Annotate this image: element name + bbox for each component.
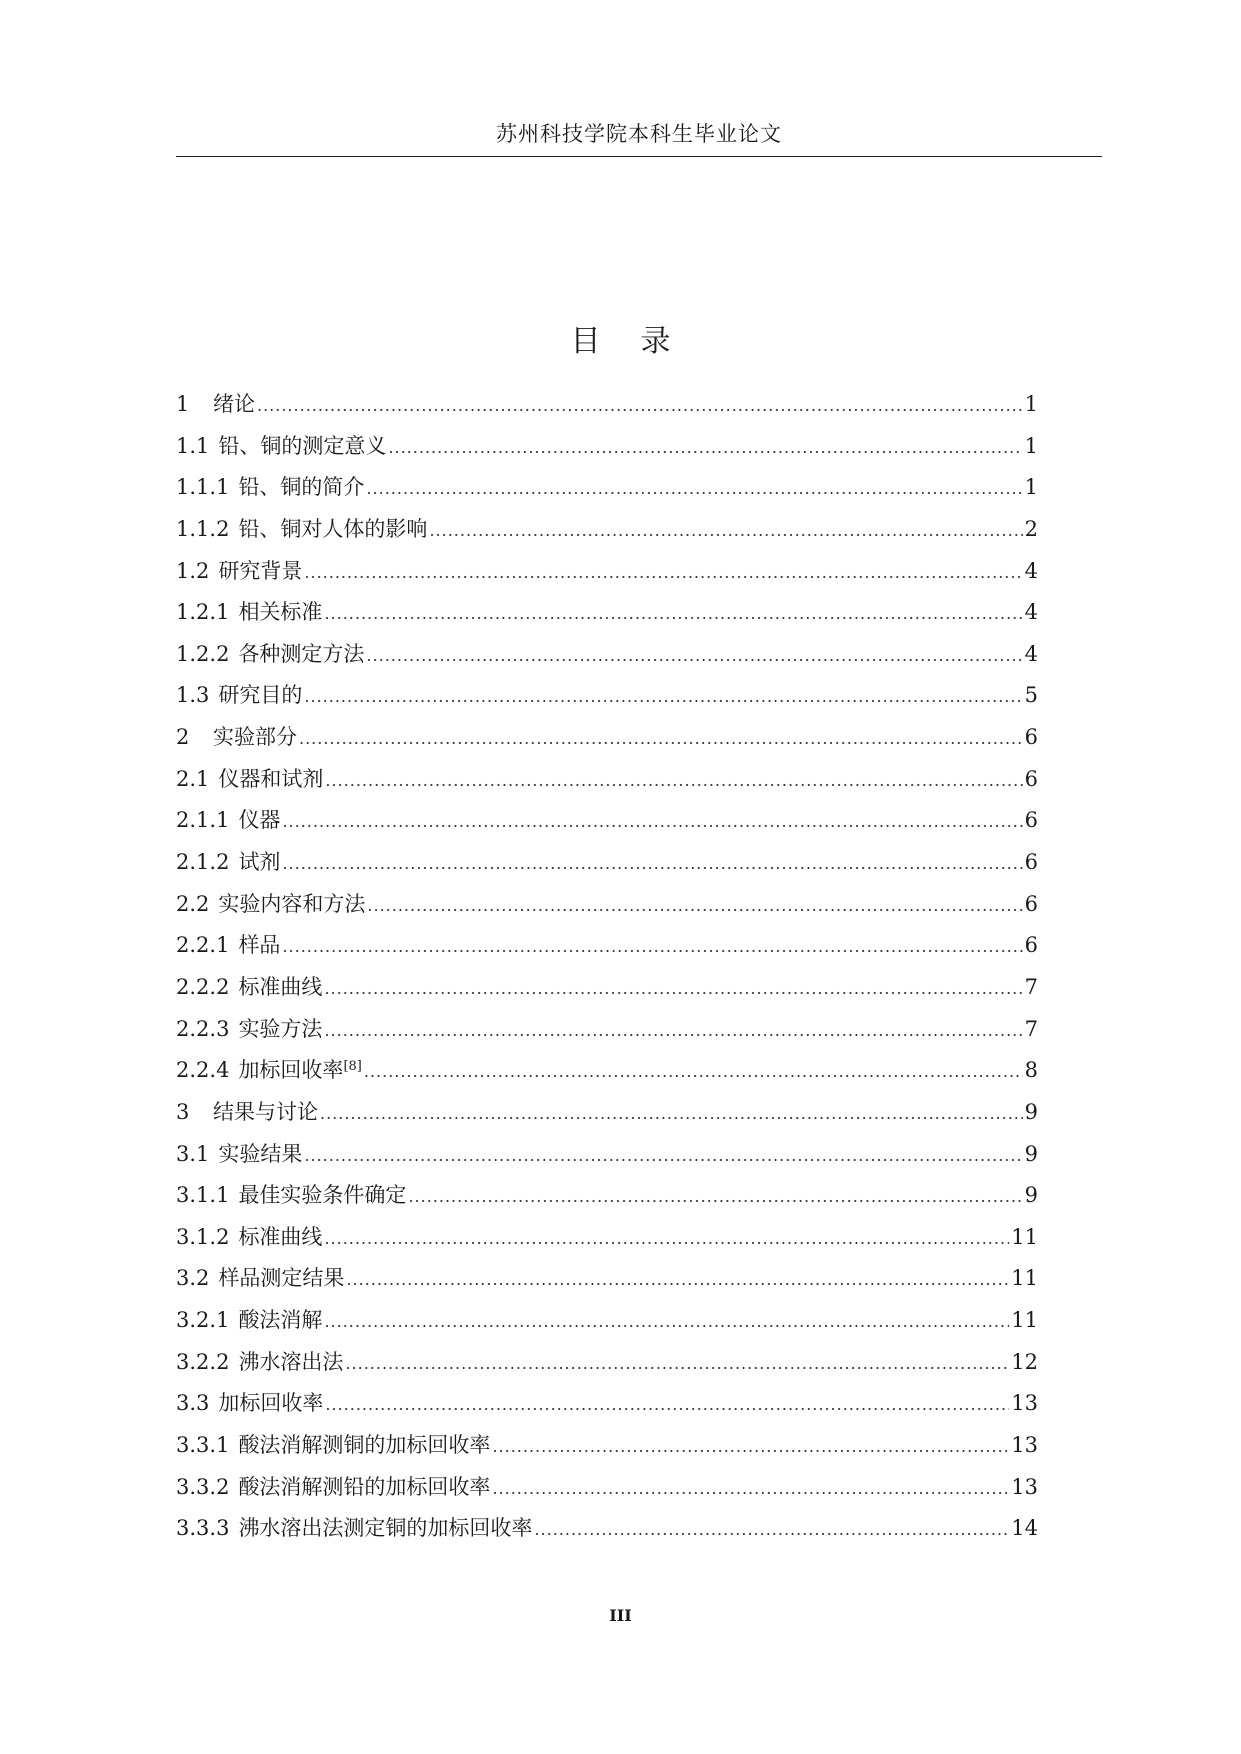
toc-heading	[0, 316, 1241, 360]
toc-entry-page: 11	[1011, 1308, 1038, 1333]
toc-entry[interactable]	[176, 555, 1038, 597]
toc-entry-number: 1.1	[176, 433, 210, 458]
toc-entry-page: 6	[1024, 808, 1038, 833]
toc-entry-page: 9	[1024, 1183, 1038, 1208]
toc-entry[interactable]	[176, 596, 1038, 638]
dot-leader	[257, 396, 1023, 415]
toc-entry-number: 2.2.4	[176, 1058, 230, 1083]
toc-entry[interactable]	[176, 971, 1038, 1013]
dot-leader	[492, 1437, 1009, 1456]
toc-entry[interactable]	[176, 721, 1038, 763]
toc-entry-page: 2	[1024, 516, 1038, 541]
toc-entry-number: 1	[176, 392, 190, 416]
toc-entry-number: 3	[176, 1099, 190, 1124]
toc-entry-title-text: 沸水溶出法测定铜的加标回收率	[238, 1516, 533, 1541]
toc-entry[interactable]	[176, 513, 1038, 555]
toc-entry[interactable]	[176, 1346, 1038, 1388]
toc-entry-number: 3.3	[176, 1391, 210, 1416]
toc-entry-page: 11	[1011, 1266, 1038, 1291]
toc-entry-page: 6	[1024, 766, 1038, 791]
toc-entry-number: 1.3	[176, 683, 210, 708]
toc-entry-title-text: 铅、铜对人体的影响	[238, 516, 428, 541]
toc-entry-title-text: 酸法消解测铅的加标回收率	[238, 1474, 491, 1499]
toc-entry-title	[238, 1013, 322, 1043]
dot-leader	[345, 1354, 1009, 1373]
toc-entry[interactable]	[176, 679, 1038, 721]
toc-entry-number: 2.1.2	[176, 850, 230, 875]
toc-entry-number: 3.1.2	[176, 1224, 230, 1249]
toc-entry-title	[218, 1387, 323, 1417]
toc-entry-title-text: 加标回收率	[238, 1058, 344, 1083]
toc-entry-number: 2.1.1	[176, 808, 230, 833]
dot-leader	[282, 812, 1022, 831]
toc-entry-title	[218, 679, 302, 709]
toc-entry-title-text: 仪器和试剂	[218, 766, 324, 791]
toc-entry-number: 1.1.1	[176, 475, 230, 500]
toc-entry-title	[238, 1429, 490, 1459]
toc-heading-char-1: 目	[570, 324, 601, 359]
toc-entry[interactable]	[176, 763, 1038, 805]
toc-entry-title-text: 仪器	[238, 808, 281, 833]
toc-entry-title	[238, 513, 427, 543]
toc-entry-title-text: 实验方法	[238, 1016, 323, 1041]
dot-leader	[367, 896, 1022, 915]
toc-entry-page: 9	[1024, 1099, 1038, 1124]
dot-leader	[324, 1021, 1022, 1040]
toc-entry-title-text: 样品	[238, 933, 281, 958]
toc-entry-page: 4	[1024, 600, 1038, 625]
toc-entry-number: 3.2.2	[176, 1349, 230, 1374]
toc-entry-page: 4	[1024, 641, 1038, 666]
toc-entry-page: 12	[1011, 1349, 1038, 1374]
toc-entry-title-text: 沸水溶出法	[238, 1349, 344, 1374]
toc-entry[interactable]	[176, 1471, 1038, 1513]
toc-entry[interactable]	[176, 1512, 1038, 1554]
toc-entry-title-text: 铅、铜的测定意义	[218, 433, 387, 458]
toc-entry-page: 14	[1011, 1516, 1038, 1541]
toc-entry-title	[213, 721, 297, 751]
toc-entry-title	[238, 1054, 361, 1084]
toc-entry-number: 3.2.1	[176, 1308, 230, 1333]
toc-entry-title	[218, 555, 302, 585]
toc-entry[interactable]	[176, 846, 1038, 888]
toc-entry-title	[213, 388, 255, 418]
toc-entry-number: 2.2.2	[176, 974, 230, 999]
toc-entry-number: 1.2.1	[176, 600, 230, 625]
toc-entry-page: 1	[1024, 433, 1038, 458]
toc-entry-title-text: 加标回收率	[218, 1391, 324, 1416]
dot-leader	[492, 1479, 1009, 1498]
toc-entry-title	[238, 596, 322, 626]
toc-entry-title-text: 最佳实验条件确定	[238, 1183, 407, 1208]
toc-entry-title	[218, 763, 323, 793]
toc-entry-title	[238, 471, 364, 501]
toc-entry-number: 3.3.3	[176, 1516, 230, 1541]
toc-entry-page: 4	[1024, 558, 1038, 583]
toc-entry-title	[238, 638, 364, 668]
toc-entry-page: 11	[1011, 1224, 1038, 1249]
toc-entry-page: 6	[1024, 933, 1038, 958]
toc-entry-page: 8	[1024, 1058, 1038, 1083]
toc-entry-title-text: 绪论	[213, 392, 255, 416]
dot-leader	[366, 479, 1022, 498]
dot-leader	[364, 1062, 1023, 1081]
toc-heading-char-2: 录	[640, 324, 671, 359]
dot-leader	[324, 979, 1022, 998]
toc-entry-title	[238, 1346, 343, 1376]
toc-entry-page: 1	[1024, 392, 1038, 416]
dot-leader	[346, 1270, 1009, 1289]
toc-entry-page: 7	[1024, 1016, 1038, 1041]
toc-entry-number: 2.2.1	[176, 933, 230, 958]
toc-entry-title-text: 研究目的	[218, 683, 303, 708]
dot-leader	[324, 604, 1022, 623]
toc-entry-page: 6	[1024, 850, 1038, 875]
toc-entry-title	[238, 1471, 490, 1501]
toc-entry-number: 3.1	[176, 1141, 210, 1166]
dot-leader	[304, 687, 1022, 706]
toc-entry-title	[238, 804, 280, 834]
dot-leader	[304, 563, 1022, 582]
toc-entry[interactable]	[176, 1429, 1038, 1471]
running-header: 苏州科技学院本科生毕业论文	[496, 122, 782, 146]
toc-entry-number: 3.1.1	[176, 1183, 230, 1208]
toc-entry-title-text: 酸法消解	[238, 1308, 323, 1333]
dot-leader	[429, 521, 1022, 540]
toc-entry-title-text: 实验结果	[218, 1141, 303, 1166]
toc-entry[interactable]	[176, 1221, 1038, 1263]
toc-entry[interactable]	[176, 1096, 1038, 1138]
toc-entry-page: 1	[1024, 475, 1038, 500]
toc-entry-number: 3.3.2	[176, 1474, 230, 1499]
toc-entry-number: 1.2.2	[176, 641, 230, 666]
toc-entry-title	[218, 888, 365, 918]
toc-entry-number: 2	[176, 725, 190, 750]
dot-leader	[282, 937, 1022, 956]
toc-entry-title	[238, 1179, 406, 1209]
dot-leader	[325, 771, 1022, 790]
toc-entry-page: 9	[1024, 1141, 1038, 1166]
toc-entry[interactable]	[176, 804, 1038, 846]
toc-entry[interactable]	[176, 430, 1038, 472]
toc-entry-page: 6	[1024, 891, 1038, 916]
toc-entry-page: 5	[1024, 683, 1038, 708]
toc-entry[interactable]	[176, 1013, 1038, 1055]
toc-entry-number: 2.1	[176, 766, 210, 791]
toc-entry[interactable]	[176, 929, 1038, 971]
toc-entry-title	[238, 1512, 532, 1542]
dot-leader	[325, 1395, 1009, 1414]
toc-entry-number: 3.3.1	[176, 1433, 230, 1458]
header-divider	[176, 156, 1102, 157]
toc-entry[interactable]	[176, 1054, 1038, 1096]
toc-entry-title-text: 样品测定结果	[218, 1266, 345, 1291]
toc-entry[interactable]	[176, 1179, 1038, 1221]
dot-leader	[299, 729, 1023, 748]
toc-entry-number: 1.1.2	[176, 516, 230, 541]
toc-entry-title-text: 试剂	[238, 850, 281, 875]
toc-entry-title-text: 标准曲线	[238, 974, 323, 999]
toc-entry-number: 2.2	[176, 891, 210, 916]
toc-entry[interactable]	[176, 388, 1038, 430]
toc-entry-number: 1.2	[176, 558, 210, 583]
toc-entry[interactable]	[176, 1387, 1038, 1429]
toc-entry-title	[238, 1221, 322, 1251]
toc-entry-page: 7	[1024, 974, 1038, 999]
toc-entry-page: 13	[1011, 1474, 1038, 1499]
dot-leader	[534, 1520, 1009, 1539]
dot-leader	[304, 1146, 1022, 1165]
toc-entry[interactable]	[176, 1304, 1038, 1346]
toc-entry-title-text: 相关标准	[238, 600, 323, 625]
page-number: III	[609, 1606, 632, 1625]
toc-entry-page: 13	[1011, 1433, 1038, 1458]
toc-entry-title-text: 铅、铜的简介	[238, 475, 365, 500]
toc-entry-title	[218, 1262, 344, 1292]
toc-entry[interactable]	[176, 638, 1038, 680]
toc-entry-title-text: 各种测定方法	[238, 641, 365, 666]
dot-leader	[388, 438, 1022, 457]
dot-leader	[408, 1187, 1022, 1206]
table-of-contents	[176, 388, 1038, 1554]
toc-entry-title-text: 研究背景	[218, 558, 303, 583]
dot-leader	[320, 1104, 1023, 1123]
toc-entry-title	[238, 929, 280, 959]
toc-entry-title	[218, 1138, 302, 1168]
toc-entry[interactable]	[176, 1262, 1038, 1304]
toc-entry-title	[213, 1096, 318, 1126]
toc-entry-title	[218, 430, 386, 460]
toc-entry-title	[238, 1304, 322, 1334]
toc-entry-title-text: 酸法消解测铜的加标回收率	[238, 1433, 491, 1458]
toc-entry-title-text: 标准曲线	[238, 1224, 323, 1249]
toc-entry-page: 6	[1024, 725, 1038, 750]
dot-leader	[282, 854, 1022, 873]
toc-entry[interactable]	[176, 1138, 1038, 1180]
toc-entry-title-text: 实验内容和方法	[218, 891, 366, 916]
toc-entry[interactable]	[176, 888, 1038, 930]
toc-entry-page: 13	[1011, 1391, 1038, 1416]
toc-entry-number: 2.2.3	[176, 1016, 230, 1041]
toc-entry-title	[238, 971, 322, 1001]
toc-entry-title	[238, 846, 280, 876]
toc-entry-number: 3.2	[176, 1266, 210, 1291]
dot-leader	[324, 1229, 1009, 1248]
toc-entry[interactable]	[176, 471, 1038, 513]
toc-entry-title-text: 结果与讨论	[213, 1099, 318, 1124]
dot-leader	[366, 646, 1022, 665]
citation-superscript: [8]	[343, 1059, 362, 1075]
toc-entry-title-text: 实验部分	[213, 725, 297, 750]
dot-leader	[324, 1312, 1009, 1331]
